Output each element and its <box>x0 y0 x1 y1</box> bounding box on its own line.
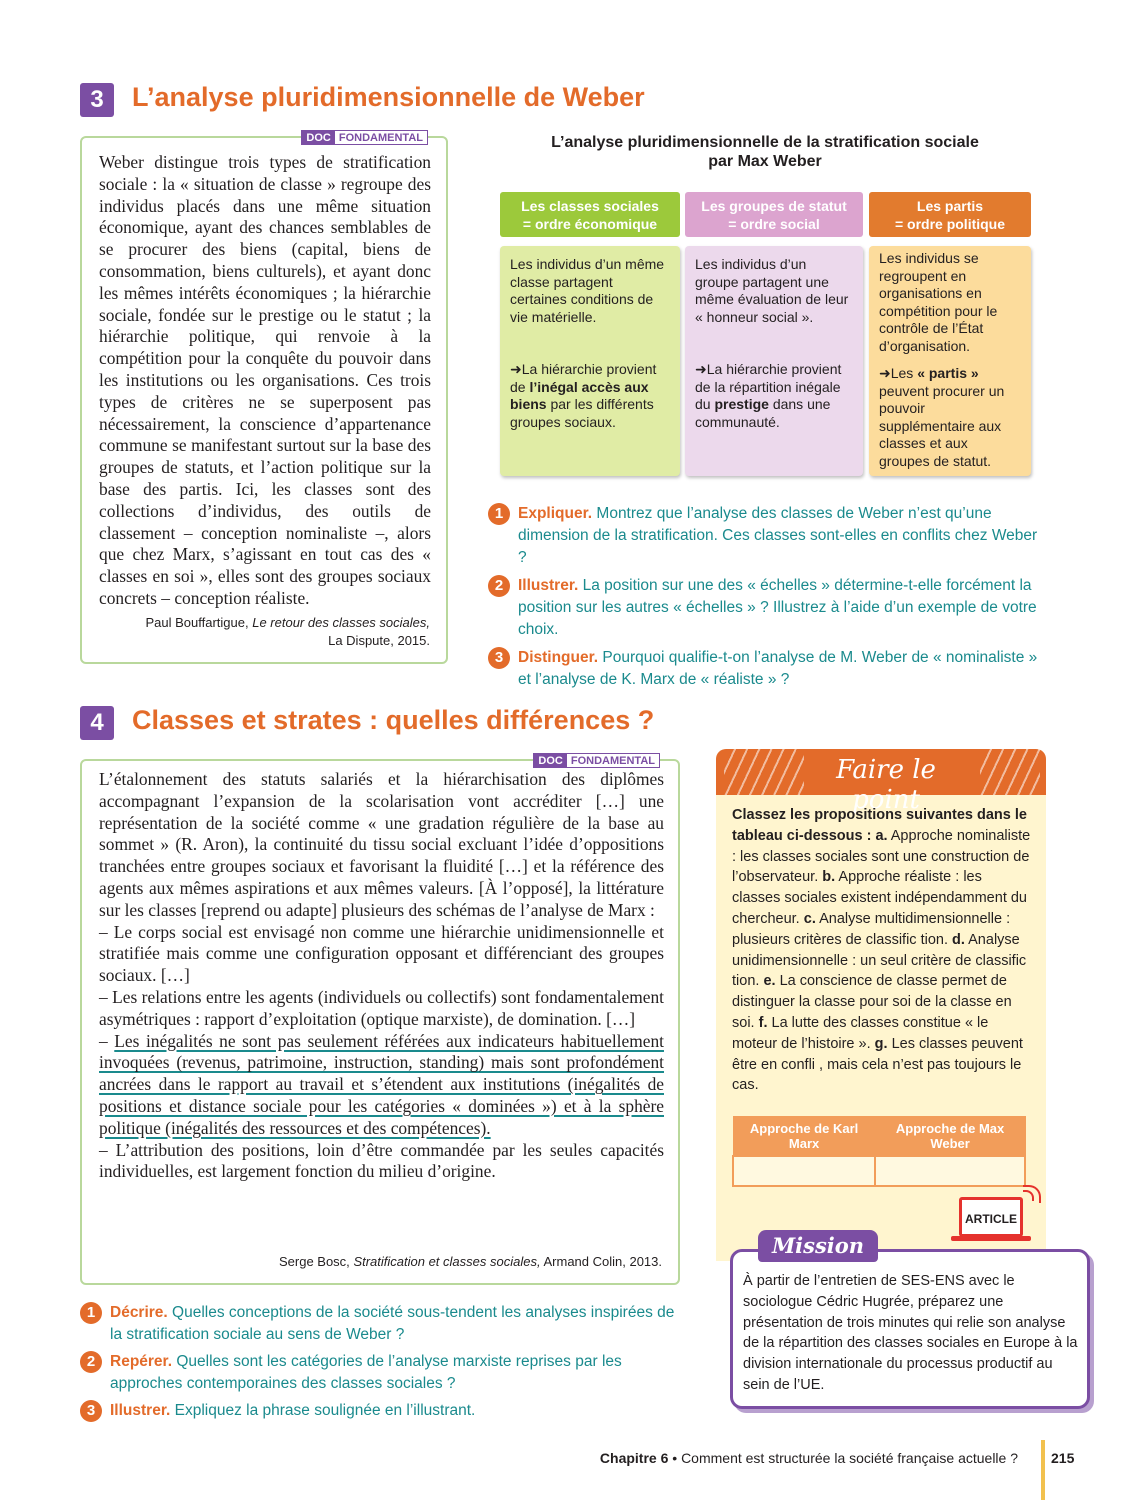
table-header-weber: Approche de Max Weber <box>875 1117 1025 1157</box>
diagram-body-partis: Les individus se regroupent en organisations en compétition pour le contrôle de l’État d’organisation. ➜Les « partis » peuvent procurer un pouvoir supplémentaire aux classes et aux groupes de statut. <box>869 246 1031 476</box>
faire-le-point-title: Faire le point <box>836 755 936 815</box>
table-cell-marx[interactable] <box>733 1156 875 1186</box>
hatch-decoration <box>980 749 1040 795</box>
diagram-body-classes: Les individus d’un même classe partagent certaines conditions de vie matérielle. ➜La hiérarchie provient de l’inégal accès aux biens par les différents groupes sociaux. <box>500 246 680 476</box>
section-4-source: Serge Bosc, Stratification et classes sociales, Armand Colin, 2013. <box>278 1254 662 1269</box>
question-2: 2 Illustrer. La position sur une des « échelles » détermine-t-elle forcément la position sur les autres « échelles » ? Illustrez à l’aide d’un exemple de votre choix. <box>488 575 1048 641</box>
faire-le-point-header <box>716 749 1046 815</box>
diagram-title: L’analyse pluridimensionnelle de la stratification sociale par Max Weber <box>551 134 979 170</box>
mission-title: Mission <box>758 1230 878 1262</box>
table-cell-weber[interactable] <box>875 1156 1025 1186</box>
footer-chapter: Chapitre 6 • Comment est structurée la société française actuelle ? <box>599 1450 1018 1466</box>
question-1: 1 Décrire. Quelles conceptions de la société sous-tendent les analyses inspirées de la stratification sociale au sens de Weber ? <box>80 1302 680 1346</box>
footer-divider <box>1041 1440 1045 1500</box>
classification-table <box>732 1116 1026 1187</box>
section-3-title: L’analyse pluridimensionnelle de Weber <box>132 82 645 112</box>
section-4-document <box>80 755 680 1285</box>
faire-le-point-box <box>716 749 1046 1261</box>
doc-badge: DOC FONDAMENTAL <box>301 130 428 145</box>
diagram-head-classes: Les classes sociales = ordre économique <box>500 192 680 237</box>
section-3-document <box>80 132 448 664</box>
section-4-questions <box>80 1302 680 1422</box>
hatch-decoration <box>724 749 804 795</box>
section-3-questions <box>488 503 1048 691</box>
section-3-text: Weber distingue trois types de stratification sociale : la « situation de classe » regroupe des individus placés dans une même situation économique, ayant des chances semblables de se procurer des biens (capital, biens de consommation, biens culturels), et ayant donc les mêmes intérêts économiques ; la hiérarchie sociale, fondée sur le prestige ou le statut ; la hiérarchie politique, qui renvoie à la compétition pour la conquête du pouvoir dans les institutions ou les organisations. Ces trois types de critères ne se superposent pas nécessairement, la conscience d’appartenance commune se manifestant surtout sur la base des groupes de statuts, et l’action politique sur la base des partis. Ici, les classes sont des collections d’individus, des outils de classement – conception nominaliste –, alors que chez Marx, s’agissant en tout cas des « classes en soi », elles sont des groupes sociaux concrets – conception réaliste. <box>99 152 431 608</box>
section-4-number: 4 <box>80 706 114 740</box>
section-4-text: L’étalonnement des statuts salariés et la hiérarchisation des diplômes accompagnant l’expansion de la scolarisation vont accréditer […] une représentation de la société comme « une gradation régulière de la base au sommet » (R. Aron), la continuité du tissu social excluant l’idée d’oppositions tranchées entre groupes sociaux et favorisant la fluidité […] et la référence des agents aux mêmes aspirations et aux mêmes valeurs. [À l’opposé], la littérature sur les classes [reprend ou adapte] plusieurs des schémas de l’analyse de Marx : – Le corps social est envisagé non comme une hiérarchie unidimensionnelle et stratifiée mais comme une configuration opposant et différenciant des groupes sociaux. […] – Les relations entre les agents (individuels ou collectifs) sont fondamentalement asymétriques : rapport d’exploitation (optique marxiste), de domination. […] – Les inégalités ne sont pas seulement référées aux indicateurs habituellement invoquées (revenus, patrimoine, instruction, standing) mais sont profondément ancrées dans le rapport au travail et s’étendent aux institutions (inégalités de positions et distance sociale pour les catégories « dominées ») et à la sphère politique (inégalités des ressources et des compétences). – L’attribution des positions, loin d’être commandée par les seules capacités individuelles, est largement fonction du milieu d’origine. <box>99 769 664 1182</box>
table-header-marx: Approche de Karl Marx <box>733 1117 875 1157</box>
section-4-title: Classes et strates : quelles différences ? <box>132 705 655 735</box>
question-2: 2 Repérer. Quelles sont les catégories de l’analyse marxiste reprises par les approches contemporaines des classes sociales ? <box>80 1351 680 1395</box>
page-number: 215 <box>1051 1450 1075 1466</box>
faire-le-point-text: Classez les propositions suivantes dans le tableau ci-dessous : a. Approche nominaliste : les classes sociales sont une construction de l’observateur. b. Approche réaliste : les classes sociales existent indépendamment du chercheur. c. Analyse multidimensionnelle : plusieurs critères de classific tion. d. Analyse unidimensionnelle : un seul critère de classific tion. e. La conscience de classe permet de distinguer la classe pour soi de la classe en soi. f. La lutte des classes constitue « le moteur de l’histoire ». g. Les classes peuvent être en confli , mais cela n’est pas toujours le cas. <box>732 807 1031 1094</box>
mission-text: À partir de l’entretien de SES-ENS avec le sociologue Cédric Hugrée, préparez une présentation de trois minutes qui relie son analyse de la répartition des classes sociales en Europe à la division internationale du processus productif au sein de l’UE. <box>743 1273 1078 1393</box>
doc-badge: DOC FONDAMENTAL <box>533 753 660 768</box>
section-3-source: Paul Bouffartigue, Le retour des classes sociales, La Dispute, 2015. <box>145 615 430 648</box>
diagram-body-statut: Les individus d’un groupe partagent une même évaluation de leur « honneur social ». ➜La hiérarchie provient de la répartition inégale du prestige dans une communauté. <box>685 246 863 476</box>
diagram-head-statut: Les groupes de statut = ordre social <box>685 192 863 237</box>
question-3: 3 Distinguer. Pourquoi qualifie-t-on l’analyse de M. Weber de « nominaliste » et l’analyse de K. Marx de « réaliste » ? <box>488 647 1048 691</box>
article-laptop-icon <box>955 1193 1031 1245</box>
question-3: 3 Illustrer. Expliquez la phrase soulignée en l’illustrant. <box>80 1400 680 1422</box>
article-label: ARTICLE <box>965 1212 1017 1226</box>
question-1: 1 Expliquer. Montrez que l’analyse des classes de Weber n’est qu’une dimension de la stratification. Ces classes sont-elles en conflits chez Weber ? <box>488 503 1048 569</box>
underlined-sentence: Les inégalités ne sont pas seulement référées aux indicateurs habituellement invoquées (revenus, patrimoine, instruction, standing) mais sont profondément ancrées dans le rapport au travail et s’étendent aux institutions (inégalités de positions et distance sociale pour les catégories « dominées ») et à la sphère politique (inégalités des ressources et des compétences). <box>99 1030 664 1138</box>
diagram-head-partis: Les partis = ordre politique <box>869 192 1031 237</box>
mission-box <box>730 1233 1090 1409</box>
section-3-number: 3 <box>80 83 114 117</box>
